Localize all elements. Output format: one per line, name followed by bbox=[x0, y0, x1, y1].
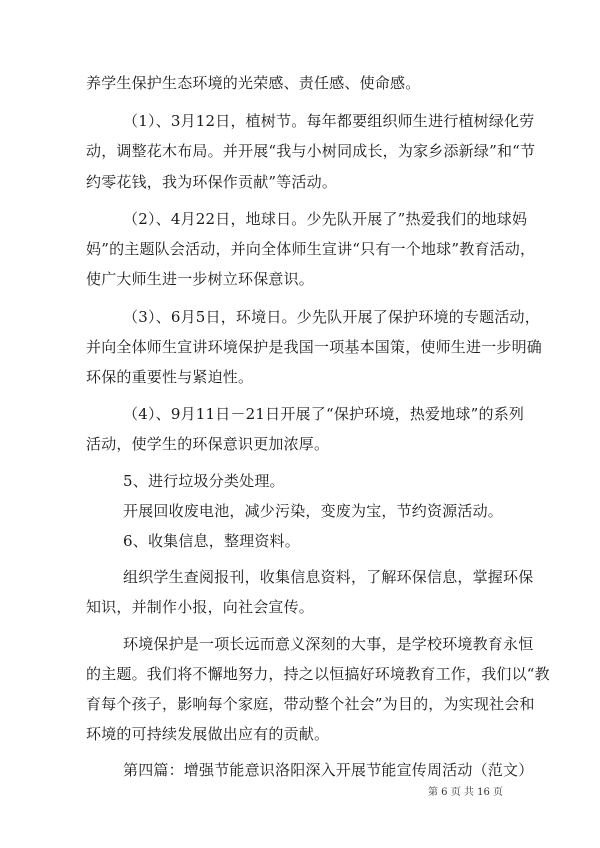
paragraph-line: 环境的可持续发展做出应有的贡献。 bbox=[86, 725, 330, 743]
paragraph-line: （2）、4月22日，地球日。少先队开展了”热爱我们的地球妈 bbox=[123, 210, 528, 228]
paragraph-line: 并向全体师生宣讲环境保护是我国一项基本国策，使师生进一步明确 bbox=[86, 338, 543, 356]
paragraph-line: 动，调整花木布局。并开展“我与小树同成长，为家乡添新绿”和“节 bbox=[86, 142, 536, 160]
paragraph-line: （3）、6月5日，环境日。少先队开展了保护环境的专题活动， bbox=[123, 308, 540, 326]
page-number: 第 6 页 共 16 页 bbox=[428, 787, 503, 798]
paragraph-line: 环境保护是一项长远而意义深刻的大事，是学校环境教育永恒 bbox=[123, 635, 534, 653]
section-heading: 6、收集信息，整理资料。 bbox=[123, 532, 300, 550]
paragraph-line: 妈”的主题队会活动，并向全体师生宣讲“只有一个地球”教育活动， bbox=[86, 240, 536, 258]
paragraph-line: （4）、9月11日－21日开展了“保护环境，热爱地球”的系列 bbox=[123, 405, 525, 423]
paragraph-line: 开展回收废电池，减少污染，变废为宝，节约资源活动。 bbox=[123, 502, 504, 520]
paragraph-line: （1）、3月12日，植树节。每年都要组织师生进行植树绿化劳 bbox=[123, 112, 535, 130]
paragraph-line: 知识，并制作小报，向社会宣传。 bbox=[86, 598, 315, 616]
paragraph-line: 育每个孩子，影响每个家庭，带动整个社会”为目的，为实现社会和 bbox=[86, 695, 535, 713]
paragraph-line: 环保的重要性与紧迫性。 bbox=[86, 368, 254, 386]
paragraph-line: 组织学生查阅报刊，收集信息资料，了解环保信息，掌握环保 bbox=[123, 568, 534, 586]
paragraph-line: 的主题。我们将不懈地努力，持之以恒搞好环境教育工作，我们以“教 bbox=[86, 665, 550, 683]
section-heading: 5、进行垃圾分类处理。 bbox=[123, 472, 285, 490]
paragraph-line: 使广大师生进一步树立环保意识。 bbox=[86, 270, 315, 288]
paragraph-line: 约零花钱，我为环保作贡献”等活动。 bbox=[86, 173, 338, 191]
next-section-title: 第四篇：增强节能意识洛阳深入开展节能宣传周活动（范文） bbox=[123, 761, 534, 779]
paragraph-line: 活动，使学生的环保意识更加浓厚。 bbox=[86, 435, 330, 453]
paragraph-line: 养学生保护生态环境的光荣感、责任感、使命感。 bbox=[86, 74, 421, 92]
